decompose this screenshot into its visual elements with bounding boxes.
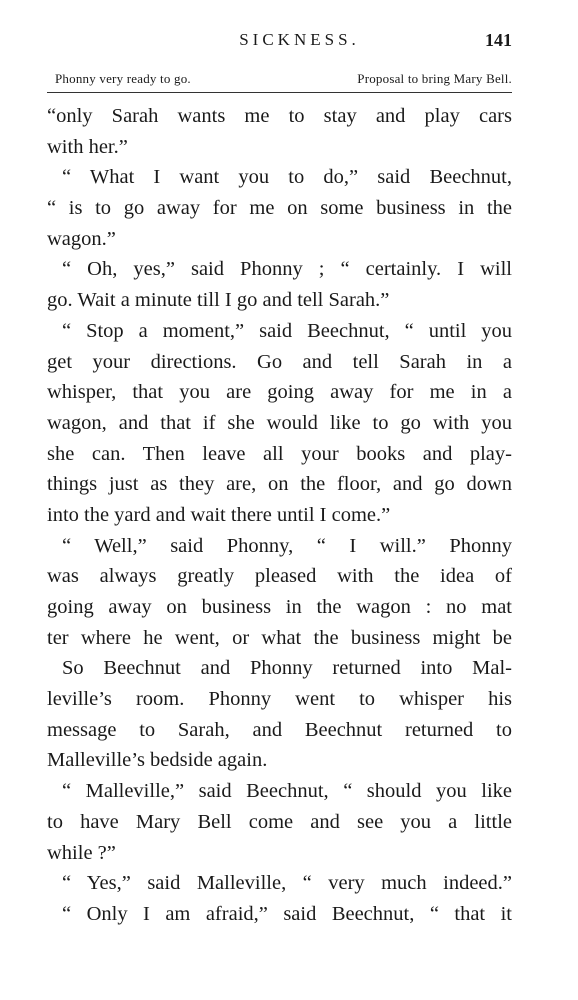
sidenotes: [55, 71, 512, 89]
header-rule: [47, 92, 512, 93]
text-line: “ Well,” said Phonny, “ I will.” Phonny: [62, 534, 512, 557]
running-head: [47, 30, 512, 60]
page-number: 141: [485, 30, 512, 50]
body-text: [47, 101, 512, 930]
text-line: So Beechnut and Phonny returned into Mal-: [62, 657, 512, 680]
sidenote-left: Phonny very ready to go.: [55, 71, 191, 86]
text-line: “ Yes,” said Malleville, “ very much indeed.”: [62, 872, 512, 895]
text-line: Malleville’s bedside again.: [47, 749, 268, 772]
text-line: things just as they are, on the floor, and go down: [47, 473, 512, 496]
text-line: message to Sarah, and Beechnut returned to: [47, 718, 512, 741]
text-line: wagon.”: [47, 227, 116, 250]
text-line: “ Malleville,” said Beechnut, “ should you like: [62, 780, 512, 803]
text-line: go. Wait a minute till I go and tell Sarah.”: [47, 289, 390, 312]
text-line: “ Oh, yes,” said Phonny ; “ certainly. I will: [62, 258, 512, 281]
text-line: “ Only I am afraid,” said Beechnut, “ that it: [62, 902, 512, 925]
text-line: whisper, that you are going away for me in a: [47, 381, 512, 404]
text-line: “only Sarah wants me to stay and play cars: [47, 105, 512, 127]
text-line: into the yard and wait there until I come.”: [47, 503, 391, 526]
text-line: to have Mary Bell come and see you a little: [47, 810, 512, 833]
text-line: she can. Then leave all your books and play-: [47, 442, 512, 465]
text-line: wagon, and that if she would like to go with you: [47, 411, 512, 434]
text-line: ter where he went, or what the business might be: [47, 626, 512, 649]
text-line: going away on business in the wagon : no mat: [47, 596, 512, 618]
text-line: “ is to go away for me on some business in the: [47, 197, 512, 220]
text-line: leville’s room. Phonny went to whisper his: [47, 688, 512, 711]
text-line: while ?”: [47, 841, 116, 864]
text-line: “ Stop a moment,” said Beechnut, “ until you: [62, 319, 512, 342]
sidenote-right: Proposal to bring Mary Bell.: [357, 71, 512, 86]
text-line: was always greatly pleased with the idea of: [47, 565, 512, 588]
text-line: get your directions. Go and tell Sarah in a: [47, 350, 512, 373]
chapter-title: SICKNESS.: [239, 30, 360, 49]
text-line: with her.”: [47, 135, 128, 158]
text-line: “ What I want you to do,” said Beechnut,: [62, 166, 512, 189]
